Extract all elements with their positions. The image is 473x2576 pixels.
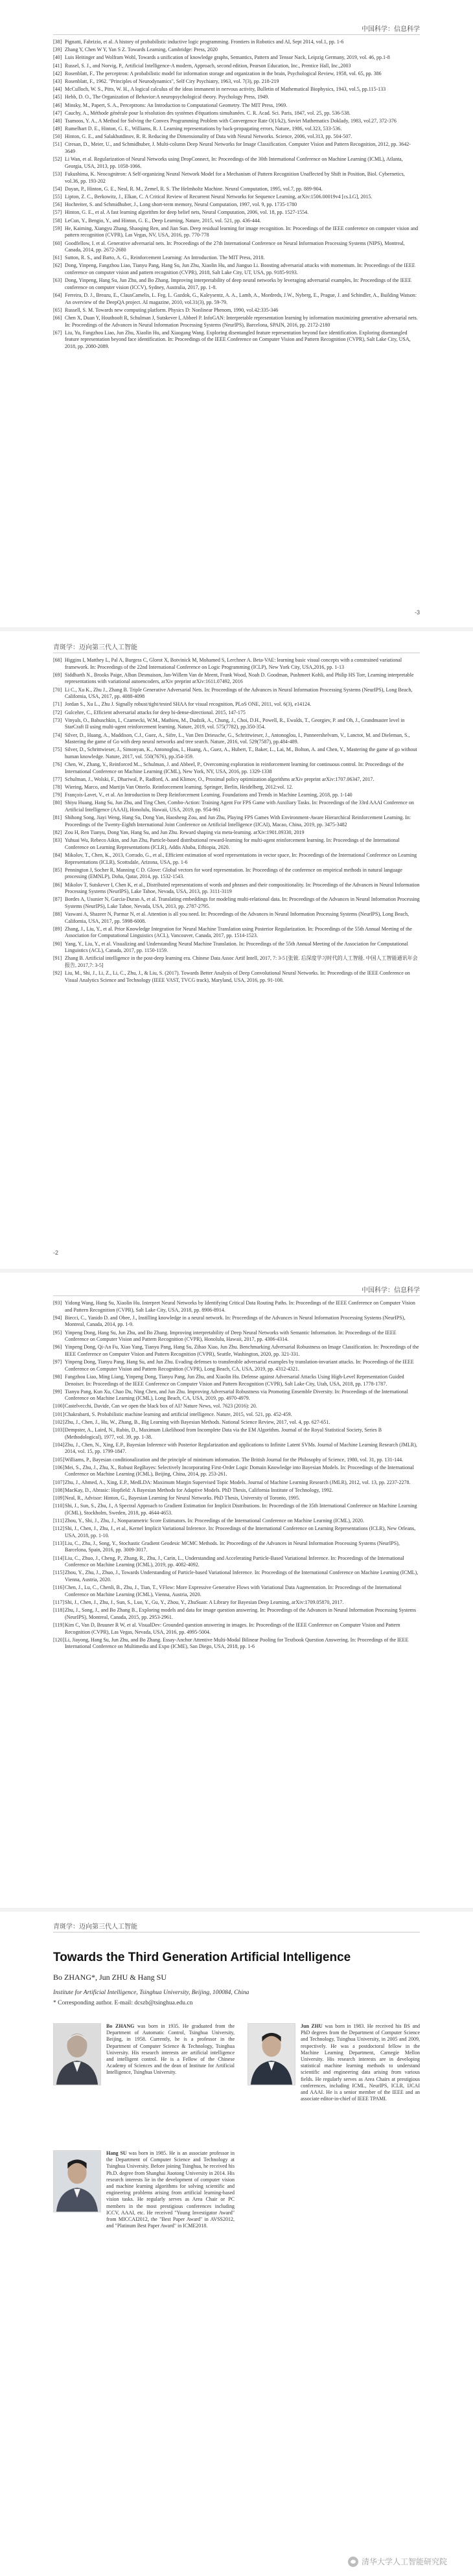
reference-text: Dempster, A., Laird, N., Rubin, D., Maximum Likelihood from Incomplete Data via the EM Algorithm. Journal of the Royal Statistical Society, Series B (Methodological), 1977, vol. 39, pp. 1-38.	[65, 1427, 382, 1440]
reference-text: Minsky, M., Papert, S. A., Perceptrons: An Introduction to Computational Geometry. The MIT Press, 1969.	[65, 102, 288, 108]
reference-item	[53, 1419, 420, 1426]
page-1-number: -3	[414, 609, 420, 616]
reference-item	[53, 1540, 420, 1554]
reference-number: [55]	[53, 193, 62, 200]
reference-item	[53, 732, 420, 746]
reference-text: Yidong Wang, Hang Su, Xiaolin Hu. Interpret Neural Networks by Identifying Critical Data Routing Paths. In: Proceedings of the IEEE Conference on Computer Vision and Pattern Recognition (CVPR), Salt Lake City, USA, 2018, pp. 8906-8914.	[65, 1300, 415, 1313]
reference-item	[53, 209, 420, 216]
reference-item	[53, 39, 420, 46]
author-photo-jun-zhu	[248, 2023, 295, 2085]
reference-item	[53, 1599, 420, 1607]
reference-number: [46]	[53, 102, 62, 108]
reference-item	[53, 710, 420, 717]
reference-text: Chen, J., Lu, C., Chenli, B., Zhu, J., Tian, T., VFlow: More Expressive Generative Flows with Variational Data Augmentation. In: Proceedings of the International Conference on Machine Learning (ICML), Vienna, Austria, 2020.	[65, 1584, 402, 1597]
reference-text: Vaswani A, Shazeer N, Parmar N, et al. Attention is all you need. In: Proceedings of the Advances in Neural Information Processing Systems (NeurIPS), Long Beach, California, USA, 2017, pp. 5998-6008.	[65, 911, 409, 924]
reference-number: [105]	[53, 1456, 65, 1463]
reference-text: Hinton, G. E., et al. A fast learning algorithm for deep belief nets, Neural Computation, 2006, vol. 18, pp. 1527-1554.	[65, 209, 309, 216]
reference-text: Lipton, Z. C., Berkowitz, J., Elkan, C. A Critical Review of Recurrent Neural Networks for Sequence Learning, arXiv:1506.00019v4 [cs.LG], 2015.	[65, 193, 373, 200]
reference-text: Cauchy, A., Méthode générale pour la résolution des systèmes d'équations simultanées. C. R. Acad. Sci. Paris, 1847, vol. 25, pp. 536-538.	[65, 110, 351, 116]
reference-text: Tianyu Pang, Kun Xu, Chao Du, Ning Chen, and Jun Zhu. Improving Adversarial Robustness via Promoting Ensemble Diversity. In: Proceedings of the International Conference on Machine Learning (ICML), Long Beach, CA, USA, 2019, pp. 4970-4979.	[65, 1388, 408, 1402]
reference-text: MacKay, D., Abrasic: Hopfield: A Bayesian Methods for Adaptive Models. PhD Thesis, California Institute of Technology, 1992.	[65, 1487, 333, 1493]
reference-item	[53, 784, 420, 791]
article-affiliation: Institute for Artificial Intelligence, Tsinghua University, Beijing, 100084, China	[53, 1990, 249, 1996]
reference-text: Vinyals, O., Babuschkin, I., Czarnecki, W.M., Mathieu, M., Dudzik, A., Chung, J., Choi, D.H., Powell, R., Ewalds, T., Georgiev, P. and Oh, J., Grandmaster level in StarCraft II using multi-agent reinforcement learning. Nature, 2019, vol. 575(7782), pp.350-354.	[65, 717, 405, 730]
reference-number: [62]	[53, 262, 62, 269]
reference-number: [90]	[53, 940, 62, 947]
reference-number: [86]	[53, 881, 62, 888]
reference-text: Gulcehre, C., Efficient adversarial attacks for deep bi-dense-directional. 2015, 147-175	[65, 709, 246, 715]
reference-text: Kim C, Van D, Bruuner R W, et al. VisualDev: Grounded question answering in images. In: Proceedings of the IEEE Conference on Computer Vision and Pattern Recognition (CVPR), Las Vegas, Nevada, USA, 2016, pp. 4995-5004.	[65, 1621, 400, 1635]
page-3-reference-list	[53, 1300, 420, 1652]
reference-text: Zou H, Ren Tianyu, Dong Yan, Hang Su, and Jun Zhu. Reward shaping via meta-learning. arXiv:1901.09330, 2019	[65, 829, 305, 835]
page-3	[0, 1273, 473, 1908]
reference-text: Tsamoos, Y. A., A Method for Solving the Convex Programming Problem with Convergence Rate O(1/k2), Soviet Mathematics Doklady, 1983, vol.27, 372-376	[65, 117, 397, 124]
reference-number: [67]	[53, 329, 62, 336]
author-bio-name: Jun ZHU	[301, 2023, 325, 2029]
reference-number: [39]	[53, 47, 62, 53]
reference-text: Shi, J., Sun, S., Zhu, J., A Spectral Approach to Gradient Estimation for Implicit Distributions. In: Proceedings of the 35th International Conference on Machine Learning (ICML), Stockholm, Sweden, 2018, pp. 4644-4653.	[65, 1503, 417, 1516]
page-4-running-header: 青斑学：迈向第三代人工智能	[53, 1923, 137, 1931]
reference-number: [96]	[53, 1344, 62, 1351]
reference-number: [66]	[53, 315, 62, 321]
reference-text: Schulman, J., Wolski, F., Dhariwal, P., Radford, A. and Klimov, O., Proximal policy optimization algorithms arXiv preprint arXiv:1707.06347, 2017.	[65, 776, 375, 782]
reference-item	[53, 1518, 420, 1525]
reference-text: Higgins I, Matthey L, Pal A, Burgess C, Glorot X, Botvinick M, Mohamed S, Lerchner A. Beta-VAE: learning basic visual concepts with a constrained variational framework. In: Proceedings of the 22nd International Conference on Logic Programming (ICLP), New York City, USA,2016, pp. 1-13	[65, 657, 402, 670]
reference-number: [93]	[53, 1300, 62, 1306]
reference-text: Dong, Yinpeng, Fangzhou Liao, Tianyu Pang, Hang Su, Jun Zhu, Xiaolin Hu, and Jianguo Li. Boosting adversarial attacks with momentum. In: Proceedings of the IEEE conference on computer vision and pattern recognition (CVPR), 2018, Salt Lake City, UT, USA, pp. 9185-9193.	[65, 262, 415, 276]
reference-text: Li, Jiayong, Hang Su, Jun Zhu, and Bo Zhang. Essay-Anchor Attentive Multi-Modal Bilinear Pooling for Textbook Question Answering. In: Proceedings of the IEEE International Conference on Multimedia and Expo (ICME), San Diego, USA, 2018, pp. 1-6	[65, 1636, 409, 1650]
reference-item	[53, 1555, 420, 1569]
reference-item	[53, 1457, 420, 1464]
reference-item	[53, 701, 420, 708]
reference-text: Fangzhou Liao, Ming Liang, Yinpeng Dong, Tianyu Pang, Jun Zhu, and Xiaolin Hu. Defense against Adversarial Attacks Using High-Level Representation Guided Denoiser. In: Proceedings of the IEEE Conference on Computer Vision and Pattern Recognition (CVPR), Salt Lake City, Utah, USA, 2018, pp. 1778-1787.	[65, 1373, 404, 1387]
reference-text: Castelvecchi, Davide, Can we open the black box of AI? Nature News, vol. 7623 (2016): 20.	[65, 1403, 257, 1410]
reference-number: [77]	[53, 776, 62, 782]
reference-item	[53, 156, 420, 170]
reference-item	[53, 1330, 420, 1343]
reference-text: Mikolov, T., Chen, K., 2013, Corrado, G., et al., Efficient estimation of word representations in vector space, In: Proceedings of the International Conference on Learning Representations (ICLR), Scottsdale, Arizona, USA, pp. 1-6	[65, 852, 417, 865]
reference-item	[53, 102, 420, 110]
reference-text: Sutton, R. S., and Barto, A. G., Reinforcement Learning: An Introduction. The MIT Press, 2018.	[65, 255, 265, 261]
reference-text: Shi, J., Chen, J., Zhu, J., Sun, S., Luo, Y., Gu, Y., Zhou, Y., ZhuSuan: A Library for Bayesian Deep Learning, arXiv:1709.05870, 2017.	[65, 1599, 344, 1605]
reference-item	[53, 315, 420, 329]
reference-number: [108]	[53, 1487, 65, 1493]
reference-number: [89]	[53, 925, 62, 932]
reference-item	[53, 1411, 420, 1419]
reference-item	[53, 761, 420, 775]
reference-number: [53]	[53, 171, 62, 177]
reference-text: Fukushima, K. Neocognitron: A Self-organizing Neural Network Model for a Mechanism of Pattern Recognition Unaffected by Shift in Position, Biol. Cybernetics, vol.36, pp. 193-202	[65, 171, 405, 184]
author-bio-jun-zhu	[301, 2023, 420, 2102]
reference-item	[53, 815, 420, 828]
reference-text: Chen X, Duan Y, Houthooft R, Schulman J, Sutskever I, Abbeel P. InfoGAN: Interpretable representation learning by information maximizing generative adversarial nets. In: Proceedings of the Advances in Neural Information Processing Systems (NeurIPS), Barcelona, SPAIN, 2016, pp. 2172-2180	[65, 315, 418, 328]
reference-number: [98]	[53, 1373, 62, 1380]
reference-number: [52]	[53, 156, 62, 163]
reference-item	[53, 672, 420, 686]
author-bio-text: was born in 1985. He is an associate professor in the Department of Computer Science and Technology at Tsinghua University. Before joining Tsinghua, he received his Ph.D. degree from Shanghai Jiaotong University in 2014. His research interests lie in the development of computer vision and machine learning algorithms for solving scientific and engineering problems arising from artificial learning-based vision tasks. He regularly serves as Area Chair or PC members in the most prestigious conferences including ICCV, AAAI, etc. He received "Young Investigator Award" from MICCAI2012, the "Best Paper Award" in AVSS2012, and "Platinum Best Paper Award" in ICME2018.	[106, 2150, 235, 2229]
reference-item	[53, 171, 420, 185]
reference-item	[53, 970, 420, 984]
reference-number: [117]	[53, 1599, 65, 1605]
reference-text: François-Lavet, V., et al. An Introduction to Deep Reinforcement Learning. Foundations and Trends in Machine Learning, 2018, pp. 1-140	[65, 792, 352, 798]
reference-text: Silver, D., Schrittwieser, J., Simonyan, K., Antonoglou, I., Huang, A., Guez, A., Hubert, T., Baker, L., Lai, M., Bolton, A. and Chen, Y., Mastering the game of go without human knowledge. Nature, 2017, vol. 550(7676), pp.354-359.	[65, 747, 417, 760]
reference-item	[53, 1344, 420, 1358]
reference-item	[53, 687, 420, 701]
reference-text: Zhu, J., Chen, J., Hu, W., Zhang, B., Big Learning with Bayesian Methods. National Science Review, 2017, vol. 4, pp. 627-651.	[65, 1419, 330, 1425]
reference-number: [119]	[53, 1621, 65, 1628]
reference-text: Bordes A, Usunier N, Garcia-Duran A, et al. Translating embeddings for modeling multi-relational data. In: Proceedings of the Advances in Neural Information Processing Systems (NeurIPS), Lake Tahoe, Nevada, USA, 2013, pp. 2787-2795.	[65, 896, 420, 909]
reference-number: [44]	[53, 86, 62, 93]
reference-text: Zhu, J., Song, J., and Bo Zhang B., Exploring models and data for image question answering. In: Proceedings of the Advances in Neural Information Processing Systems (NeurIPS), Montreal, Canada, 2015, pp. 2953-2961.	[65, 1607, 417, 1620]
reference-number: [59]	[53, 225, 62, 231]
page-4	[0, 1912, 473, 2576]
reference-item	[53, 330, 420, 351]
reference-number: [79]	[53, 792, 62, 798]
reference-text: Liu, C., Zhu, J., Song, Y., Stochastic Gradient Geodesic MCMC Methods. In: Proceedings of the Advances in Neural Information Processing Systems (NeurIPS), Barcelona, Spain, 2016, pp. 3009-3017.	[65, 1540, 400, 1553]
reference-number: [103]	[53, 1427, 65, 1433]
reference-item	[53, 1374, 420, 1387]
reference-text: Li Wan, et al. Regularization of Neural Networks using DropConnect, In: Proceedings of the 30th International Conference on Machine Learning (ICML), Atlanta, Georgia, USA, 2013, pp. 1058-1066.	[65, 156, 403, 169]
wechat-icon	[348, 2557, 358, 2567]
reference-text: Yang, Y., Liu, Y., et al. Visualizing and Understanding Neural Machine Translation. In: Proceedings of the 55th Annual Meeting of the Association for Computational Linguistics (ACL), Canada, 2017, pp. 1150-1159.	[65, 940, 408, 954]
reference-number: [47]	[53, 110, 62, 116]
reference-item	[53, 1637, 420, 1651]
reference-text: Silver, D., Huang, A., Maddison, C.J., Guez, A., Sifre, L., Van Den Driessche, G., Schrittwieser, J., Antonoglou, I., Panneershelvam, V., Lanctot, M. and Dieleman, S., Mastering the game of Go with deep neural networks and tree search. Nature, 2016, vol. 529(7587), pp.484-489.	[65, 732, 410, 745]
reference-text: Williams, P., Bayesian conditionalization and the principle of minimum information. The British Journal for the Philosophy of Science, 1980, vol. 31, pp. 131-144.	[65, 1456, 404, 1463]
page-2-number: -2	[53, 1249, 59, 1256]
reference-item	[53, 78, 420, 86]
reference-text: Shiyu Huang, Hang Su, Jun Zhu, and Ting Chen, Combo-Action: Training Agent For FPS Game with Auxiliary Tasks. In: Proceedings of the 33rd AAAI Conference on Artificial Intelligence (AAAI), Honolulu, Hawaii, USA, 2019, pp. 954-961	[65, 800, 414, 813]
reference-number: [81]	[53, 815, 62, 821]
reference-text: Yinpeng Dong, Hang Su, Jun Zhu, and Bo Zhang. Improving interpretability of Deep Neural Networks with Semantic Information. In: Proceedings of the IEEE Conference on Computer Vision and Pattern Recognition (CVPR), Honolulu, Hawaii, 2017, pp. 4306-4314.	[65, 1329, 397, 1343]
reference-text: Zhou, Y., Shi, J., Zhu, J., Nonparametric Score Estimators. In: Proceedings of the International Conference on Machine Learning (ICML), 2020.	[65, 1517, 364, 1524]
reference-number: [118]	[53, 1607, 65, 1614]
reference-text: Biecci, C., Yanido D. and Obee, J., Instilling knowledge in a neural network. In: Proceedings of the Advances in Neural Information Processing Systems (NeurIPS), Montreal, Canada, 2014, pp. 1-9.	[65, 1314, 406, 1328]
page-3-running-header: 中国科学：信息科学	[362, 1287, 420, 1294]
reference-number: [106]	[53, 1464, 65, 1470]
reference-text: Dayan, P., Hinton, G. E., Neal, R. M., Zemel, R. S. The Helmholtz Machine. Neural Computation, 1995, vol.7, pp. 889-904.	[65, 185, 323, 192]
author-bio-text: was born in 1983. He received his BS and PhD degrees from the Department of Computer Science and Technology, Tsinghua University, in 2005 and 2009, respectively. He was a postdoctoral fellow in the Machine Learning Department, Carnegie Mellon University. His research interests are in developing statistical machine learning methods to understand scientific and engineering data arising from various fields. He regularly serves as Area Chairs at prestigious conferences, including ICML, NeurIPS, ICLR, IJCAI and AAAI. He is a senior member of the IEEE and an associate editor-in-chief of IEEE TPAMI.	[301, 2023, 421, 2102]
reference-number: [115]	[53, 1570, 65, 1576]
reference-text: Hinton, G. E., and Salakhutdinov, R. R. Reducing the Dimensionality of Data with Neural Networks. Science, 2006, vol.313, pp. 504-507.	[65, 133, 352, 140]
reference-item	[53, 867, 420, 881]
reference-number: [116]	[53, 1584, 65, 1591]
reference-text: Liu, M., Shi, J., Li, Z., Li, C., Zhu, J., & Liu, S. (2017). Towards Better Analysis of Deep Convolutional Neural Networks. In: Proceedings of the IEEE Conference on Visual Analytics Science and Technology (IEEE VAST, TVCG track), Maryland, USA, 2016, pp. 91-100.	[65, 970, 410, 983]
reference-number: [72]	[53, 709, 62, 715]
reference-text: Goodfellow, I. et al. Generative adversarial nets. In: Proceedings of the 27th International Conference on Neural Information Processing Systems (NIPS), Montreal, Canada, 2014, pp. 2672-2680	[65, 240, 405, 253]
reference-item	[53, 1495, 420, 1502]
reference-text: Pennington J, Socher R, Manning C D. Glove: Global vectors for word representation. In: Proceedings of the conference on empirical methods in natural language processing (EMNLP), Doha, Qatar, 2014, pp. 1532-1543.	[65, 866, 402, 880]
portrait-icon	[54, 2151, 100, 2212]
portrait-icon	[54, 2024, 100, 2085]
reference-text: Neal, R., Advisor: Hinton, G., Bayesian Learning for Neural Networks. PhD Thesis, University of Toronto, 1995.	[65, 1494, 300, 1501]
reference-text: Rosenblatt, F., 1962. "Principles of Neurodynamics", Self Ciry Psychiatry, 1963, vol. 7(3), pp. 218-219	[65, 78, 279, 84]
reference-item	[53, 186, 420, 193]
reference-number: [83]	[53, 837, 62, 844]
reference-item	[53, 657, 420, 671]
reference-item	[53, 126, 420, 133]
reference-item	[53, 830, 420, 837]
reference-item	[53, 1570, 420, 1583]
reference-item	[53, 94, 420, 101]
reference-text: McCulloch, W. S., Pitts, W. H., A logical calculus of the ideas immanent in nervous activity, Bulletin of Mathematical Biophysics, 1943, vol.5, pp.115-133	[65, 86, 386, 93]
reference-item	[53, 1584, 420, 1598]
reference-text: Zhu, J., Ahmed, A., Xing, E.P., MedLDA: Maximum Margin Supervised Topic Models. Journal of Machine Learning Research (JMLR), 2012, vol. 13, pp. 2237-2278.	[65, 1479, 411, 1485]
page-1-header-rule	[53, 34, 420, 35]
reference-number: [38]	[53, 39, 62, 45]
reference-item	[53, 240, 420, 254]
reference-item	[53, 277, 420, 291]
reference-number: [112]	[53, 1526, 65, 1532]
reference-number: [107]	[53, 1479, 65, 1485]
reference-item	[53, 1479, 420, 1487]
reference-text: Liu, Yu, Fangzhou Liao, Jun Zhu, Xiaolin Hu, and Xiaogang Wang. Exploring disentangled feature representation beyond face identification. Exploring disentangled feature representation beyond face identification. In: Proceedings of the IEEE Conference on Computer Vision and Pattern Recognition (CVPR), Salt Lake City, USA, 2018, pp. 2080-2089.	[65, 329, 411, 349]
reference-number: [48]	[53, 117, 62, 124]
reference-number: [92]	[53, 970, 62, 977]
reference-item	[53, 717, 420, 731]
reference-text: Rosenblatt, F., The perceptron: A probabilistic model for information storage and organization in the brain, Psychological Review, 1958, vol. 65, pp. 386	[65, 70, 382, 76]
reference-number: [61]	[53, 255, 62, 261]
reference-item	[53, 133, 420, 141]
author-bio-name: Bo ZHANG	[106, 2023, 137, 2029]
reference-text: Pignatti, Fabrizio, et al. A history of probabilistic inductive logic programming. Frontiers in Robotics and AI, Sept 2014, vol.1, pp. 1-6	[65, 39, 344, 45]
reference-item	[53, 1487, 420, 1494]
reference-number: [110]	[53, 1503, 65, 1509]
author-photo-hang-su	[53, 2150, 101, 2212]
reference-item	[53, 194, 420, 201]
article-authors: Bo ZHANG*, Jun ZHU & Hang SU	[53, 1973, 167, 1982]
reference-item	[53, 941, 420, 955]
reference-number: [101]	[53, 1411, 65, 1417]
reference-number: [104]	[53, 1441, 65, 1448]
page-1-reference-list	[53, 39, 420, 351]
reference-text: Yinpeng Dong, Qi-An Fu, Xiao Yang, Tianyu Pang, Hang Su, Zihao Xiao, Jun Zhu. Benchmarking Adversarial Robustness on Image Classification. In: Proceedings of the IEEE Conference on Computer Vision and Pattern Recognition (CVPR), Seattle, Washington, 2020, pp. 321-331.	[65, 1344, 419, 1357]
reference-number: [76]	[53, 761, 62, 768]
reference-text: Siddharth N., Brooks Paige, Alban Desmaison, Jan-Willem Van de Meent, Frank Wood, Noah D. Goodman, Pushmeet Kohli, and Philip HS Torr, Learning interpretable representations with variational autoencoders, arXiv preprint arXiv:1611.07492, 2016	[65, 671, 414, 685]
reference-item	[53, 1465, 420, 1478]
reference-item	[53, 747, 420, 760]
reference-item	[53, 262, 420, 276]
reference-text: Yuhuai Wu, Rebeco Aikin, and Jun Zhu, Particle-based distributional reward-learning for multi-agent reinforcement learning. In: Proceedings of the International Conference on Learning Representations (ICLR), Addis Ababa, Ethiopia, 2020.	[65, 837, 400, 850]
reference-number: [49]	[53, 126, 62, 132]
reference-text: Chen, W., Zhang, Y., Reinforced M.., Schulman, J. and Abbeel, P., Overcoming exploration in reinforcement learning for continuous control. In: Proceedings of the International Conference on Machine Learning (ICML), New York, NY, USA, 2016, pp. 1329-1338	[65, 761, 404, 774]
reference-item	[53, 218, 420, 225]
reference-item	[53, 896, 420, 910]
reference-item	[53, 1622, 420, 1636]
reference-text: Li C., Xu K., Zhu J., Zhang B. Triple Generative Adversarial Nets. In: Proceedings of the Advances in Neural Information Processing Systems (NeurIPS), Long Beach, California, USA, 2017, pp. 4088-4098	[65, 686, 413, 700]
reference-number: [109]	[53, 1494, 65, 1501]
reference-number: [74]	[53, 732, 62, 738]
reference-number: [120]	[53, 1636, 65, 1643]
reference-number: [73]	[53, 717, 62, 723]
portrait-icon	[248, 2024, 295, 2085]
reference-number: [43]	[53, 78, 62, 84]
reference-item	[53, 800, 420, 813]
reference-text: Zhang Y, Chen W Y, Yan S Z. Towards Learning, Cambridge: Press, 2020	[65, 47, 218, 53]
reference-text: Russell, S. M. Towards new computing platform. Physics D: Nonlinear Phenom, 1990, vol.42:335-346	[65, 307, 279, 313]
page-1	[0, 0, 473, 627]
reference-item	[53, 63, 420, 70]
reference-number: [64]	[53, 292, 62, 299]
author-bio-text: was born in 1935. He graduated from the Department of Automatic Control, Tsinghua University, Beijing, in 1958. Currently, he is a professor in the Department of Computer Science & Technology, Tsinghua University. His research interests are artificial intelligence and intelligent control. He is a Fellow of the Chinese Academy of Sciences and the dean of Institute for Artificial Intelligence, Tsinghua University.	[106, 2023, 235, 2076]
reference-number: [58]	[53, 217, 62, 224]
reference-number: [70]	[53, 686, 62, 693]
reference-item	[53, 1607, 420, 1621]
reference-number: [114]	[53, 1555, 65, 1561]
reference-text: Yinpeng Dong, Tianyu Pang, Hang Su, and Jun Zhu. Evading defenses to transferable adversarial examples by translation-invariant attacks. In: Proceedings of the IEEE Conference on Computer Vision and Pattern Recognition (CVPR), Long Beach, CA, USA, 2019, pp. 4312-4321.	[65, 1359, 414, 1372]
reference-number: [41]	[53, 62, 62, 69]
reference-item	[53, 852, 420, 866]
reference-text: Zhang B. Artificial intelligence in the post-deep learning era. Chinese Data Assoc Artif Intell, 2017, 7: 3-5 [张钹. 后深度学习时代的人工智能. 中国人工智能通讯年会报告, 2017,7: 3-5]	[65, 955, 418, 968]
page-1-running-header: 中国科学：信息科学	[362, 26, 420, 33]
reference-number: [94]	[53, 1314, 62, 1321]
reference-text: LeCun, Y., Bengio, Y., and Hinton, G. E., Deep Learning, Nature, 2015, vol. 521, pp. 436-444.	[65, 217, 261, 224]
reference-item	[53, 1315, 420, 1329]
reference-number: [102]	[53, 1419, 65, 1425]
watermark-text: 清华大学人工智能研究院	[361, 2557, 447, 2566]
reference-number: [63]	[53, 277, 62, 284]
reference-number: [91]	[53, 955, 62, 962]
reference-item	[53, 118, 420, 125]
reference-number: [42]	[53, 70, 62, 76]
reference-text: Zhang, J., Liu, Y., et al. Prior Knowledge Integration for Neural Machine Translation using Posterior Regularization. In: Proceedings of the 55th Annual Meeting of the Association for Computational Linguistics (ACL), Vancouver, Canada, 2017, pp. 1514-1523.	[65, 925, 412, 939]
reference-text: Zhu, J., Chen, N., Xing, E.P., Bayesian Inference with Posterior Regularization and applications to Infinite Latent SVMs. Journal of Machine Learning Research (JMLR), 2014, vol. 15, pp. 1799-1847.	[65, 1441, 417, 1455]
reference-number: [100]	[53, 1403, 65, 1410]
page-3-header-rule	[53, 1295, 420, 1296]
reference-number: [40]	[53, 54, 62, 61]
article-title: Towards the Third Generation Artificial Intelligence	[53, 1951, 351, 1964]
reference-item	[53, 110, 420, 117]
reference-item	[53, 1359, 420, 1373]
page-2-running-header: 青斑学：迈向第三代人工智能	[53, 644, 137, 651]
reference-item	[53, 292, 420, 306]
reference-item	[53, 926, 420, 940]
reference-item	[53, 1403, 420, 1410]
reference-text: Chakrabarti, S. Probabilistic machine learning and artificial intelligence. Nature, 2015, vol. 521, pp. 452-459.	[65, 1411, 292, 1417]
reference-item	[53, 1442, 420, 1456]
reference-text: Hebb, D. O., The Organization of Behavior:A neuropsychological theory. Psychology Press, 1949.	[65, 94, 270, 100]
reference-number: [69]	[53, 671, 62, 678]
reference-item	[53, 54, 420, 62]
reference-text: Jordan S., Xu L., Zhu J. Signally robust/tight/tested SHAA for visual recognition, PLoS ONE, 2011, vol. 6(3), e14124.	[65, 701, 312, 708]
reference-number: [71]	[53, 701, 62, 708]
reference-text: Rumelhart D. E., Hinton, G. E., Williams, R. J. Learning representations by back-propagating errors, Nature, 1986, vol.323, 533-536.	[65, 126, 342, 132]
reference-text: Russel, S. J., and Norvig, P., Artificial Intelligence-A modern, Approach, second edition, Pearson Education, Inc., Prentice Hall, Inc.,2003	[65, 62, 351, 69]
reference-item	[53, 1389, 420, 1402]
reference-item	[53, 1427, 420, 1441]
reference-number: [54]	[53, 185, 62, 192]
reference-text: Shi, J., Chen, J., Zhu, J., et al., Kernel Implicit Variational Inference. In: Proceedings of the International Conference on Learning Representations (ICLR), New Orleans, USA, 2018, pp. 1-10.	[65, 1526, 416, 1538]
reference-number: [95]	[53, 1329, 62, 1336]
reference-number: [111]	[53, 1517, 64, 1524]
reference-item	[53, 1526, 420, 1539]
reference-text: Zhou, Y., Zhu, J., Zhuo, J., Towards Understanding of Particle-based Variational Inference. In: Proceedings of the International Conference on Machine Learning (ICML), Vienna, Austria, 2020.	[65, 1570, 419, 1583]
reference-text: Ciresan, D., Meier, U., and Schmidhuber, J. Multi-column Deep Neural Networks for Image Classification. Computer Vision and Pattern Recognition, 2012, pp. 3642-3649	[65, 141, 411, 155]
reference-number: [88]	[53, 911, 62, 918]
reference-number: [75]	[53, 747, 62, 753]
reference-item	[53, 792, 420, 799]
reference-number: [60]	[53, 240, 62, 246]
reference-number: [85]	[53, 866, 62, 873]
reference-text: Liu, C., Zhuo, J., Cheng, P., Zhang, R., Zhu, J., Carin, L., Understanding and Accelerating Particle-Based Variational Inference. In: Proceedings of the International Conference on Machine Learning (ICML), 2019, pp. 4082-4092.	[65, 1555, 404, 1568]
author-bio-bo-zhang	[106, 2023, 235, 2076]
reference-number: [99]	[53, 1388, 62, 1395]
reference-number: [51]	[53, 141, 62, 148]
reference-number: [97]	[53, 1359, 62, 1365]
reference-item	[53, 955, 420, 969]
reference-number: [56]	[53, 202, 62, 208]
author-bio-hang-su	[106, 2150, 235, 2229]
reference-item	[53, 47, 420, 54]
author-bio-name: Hang SU	[106, 2150, 129, 2156]
reference-item	[53, 86, 420, 93]
wechat-watermark	[348, 2556, 447, 2567]
reference-number: [87]	[53, 896, 62, 903]
reference-item	[53, 202, 420, 209]
reference-text: Dong, Yinpeng, Hang Su, Jun Zhu, and Bo Zhang. Improving interpretability of deep neural networks by leveraging adversarial examples, In: Proceedings of the IEEE conference on computer vision (ICCV), Sydney, Australia, 2017, pp. 1-8.	[65, 277, 411, 290]
reference-number: [84]	[53, 852, 62, 858]
reference-number: [45]	[53, 94, 62, 100]
reference-number: [78]	[53, 784, 62, 791]
reference-text: Shihong Song, Jiayi Weng, Hang Su, Dong Yan, Haosheng Zou, and Jun Zhu, Playing FPS Games With Environment-Aware Hierarchical Reinforcement Learning. In: Proceedings of the Twenty-Eighth International Joint Conference on Artificial Intelligence (IJCAI), Macao, China, 2019, pp. 3475-3482	[65, 815, 411, 828]
reference-item	[53, 1300, 420, 1314]
reference-number: [50]	[53, 133, 62, 140]
reference-text: Wiering, Marco, and Martijn Van Otterlo. Reinforcement learning. Springer, Berlin, Heidelberg, 2012:vol. 12.	[65, 784, 294, 791]
reference-item	[53, 255, 420, 262]
reference-number: [68]	[53, 657, 62, 663]
reference-text: Hochreiter, S. and Schmidhuber, J., Long short-term memory, Neural Computation, 1997, vol. 9, pp. 1735-1780	[65, 202, 297, 208]
reference-item	[53, 837, 420, 851]
reference-item	[53, 226, 420, 239]
author-photo-bo-zhang	[53, 2023, 101, 2085]
reference-item	[53, 882, 420, 896]
reference-number: [65]	[53, 307, 62, 313]
reference-item	[53, 141, 420, 155]
article-email: * Corresponding author. E-mail: dcszb@tsinghua.edu.cn	[53, 2000, 193, 2006]
reference-item	[53, 71, 420, 78]
reference-number: [82]	[53, 829, 62, 835]
reference-text: Mikolov T, Sutskever I, Chen K, et al., Distributed representations of words and phrases and their compositionality. In: Proceedings of the Advances in Neural Information Processing Systems (NeurIPS), Lake Tahoe, Nevada, USA, 2013, pp. 3111-3119	[65, 881, 420, 895]
reference-item	[53, 1503, 420, 1516]
reference-number: [113]	[53, 1540, 65, 1546]
reference-item	[53, 776, 420, 783]
reference-text: Ferreira, D. J., Breazu, E., ClausCamelis, L. Feg, L. Gazdok, G., Kaleysentz, A. A., Lamb, A., Mordreds, J.W., Nyberg, E., Prague, J. and Schindler, A., Building Watson: An overview of the DeepQA project. AI magazine, 2010, vol.31(3), pp. 59-79.	[65, 292, 417, 305]
reference-number: [80]	[53, 800, 62, 806]
reference-item	[53, 911, 420, 925]
reference-text: Luis Heitinger and Wolfram Wohl, Towards a unification of knowledge graphs, Semantics, Pattern and Tensor Nack, Leipzig Germany, 2019, vol. 46, pp.1-8	[65, 54, 390, 61]
page-2-reference-list	[53, 657, 420, 985]
reference-text: He, Kaiming, Xiangyu Zhang, Shaoqing Ren, and Jian Sun. Deep residual learning for image recognition. In: Proceedings of the IEEE conference on computer vision and pattern recognition (CVPR), Las Vegas, NV, USA, 2016, pp. 770-778	[65, 225, 419, 238]
reference-number: [57]	[53, 209, 62, 216]
reference-text: Mei, S., Zhu, J., Zhu, X., Robust RegBayes: Selectively Incorporating First-Order Logic Domain Knowledge into Bayesian Models. In: Proceedings of the International Conference on Machine Learning (ICML), Beijing, China, 2014, pp. 253-261.	[65, 1464, 414, 1478]
reference-item	[53, 307, 420, 314]
page-2	[0, 631, 473, 1269]
